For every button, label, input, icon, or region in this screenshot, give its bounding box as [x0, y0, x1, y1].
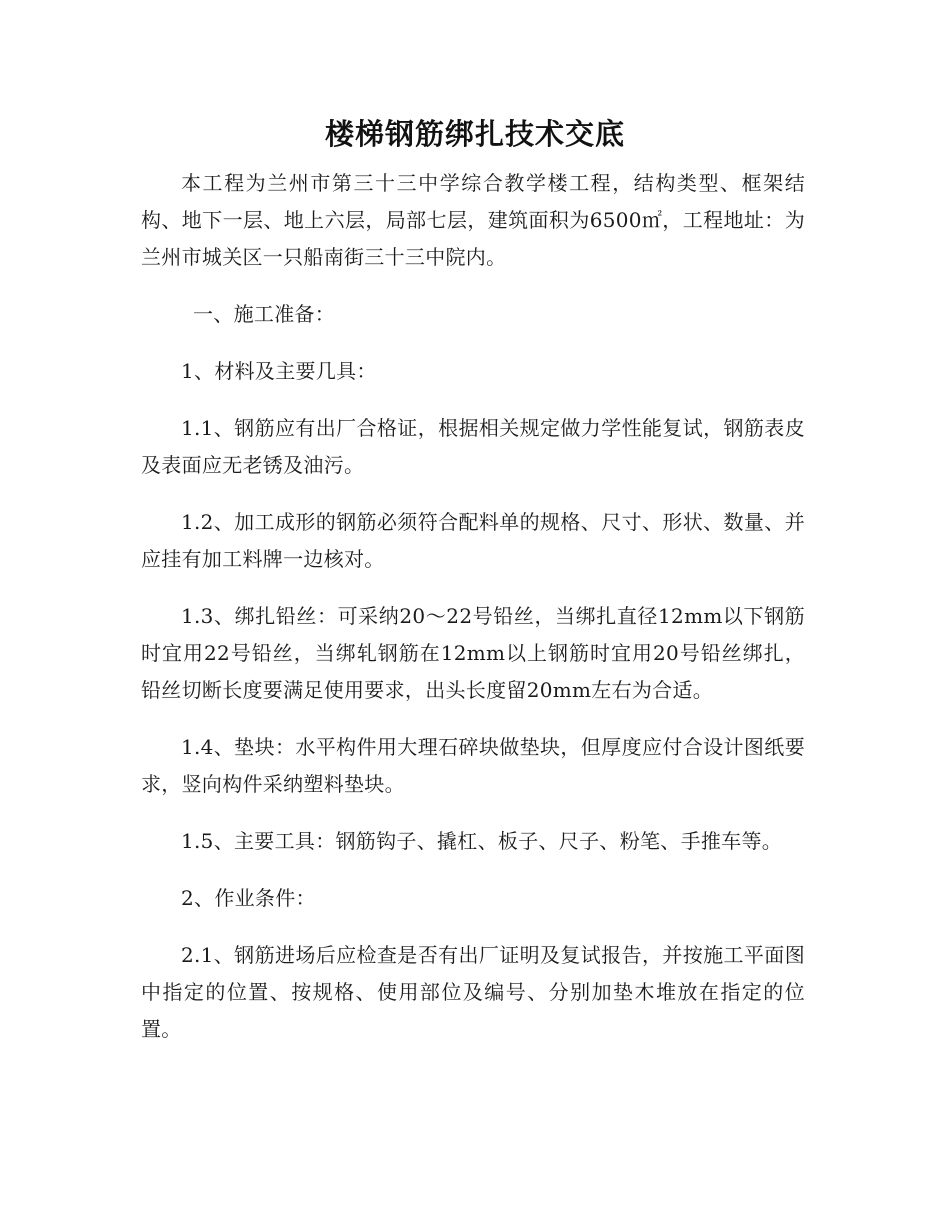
subsection-heading-conditions: 2、作业条件：: [181, 886, 316, 910]
paragraph-1-4: 1.4、垫块：水平构件用大理石碎块做垫块，但厚度应付合设计图纸要求，竖向构件采纳塑料垫块。: [141, 735, 805, 796]
paragraph-1-2: 1.2、加工成形的钢筋必须符合配料单的规格、尺寸、形状、数量、并应挂有加工料牌一边核对。: [141, 510, 805, 571]
paragraph-project-overview: 本工程为兰州市第三十三中学综合教学楼工程，结构类型、框架结构、地下一层、地上六层，局部七层，建筑面积为6500㎡，工程地址：为兰州市城关区一只船南街三十三中院内。: [141, 171, 805, 269]
subsection-heading-materials: 1、材料及主要几具：: [181, 359, 377, 383]
paragraph-1-1: 1.1、钢筋应有出厂合格证，根据相关规定做力学性能复试，钢筋表皮及表面应无老锈及油污。: [141, 416, 805, 477]
paragraph-2-1: 2.1、钢筋进场后应检查是否有出厂证明及复试报告，并按施工平面图中指定的位置、按规格、使用部位及编号、分别加垫木堆放在指定的位置。: [141, 943, 805, 1041]
document-title: 楼梯钢筋绑扎技术交底: [324, 117, 625, 151]
document-body: [141, 165, 805, 1048]
paragraph-1-5: 1.5、主要工具：钢筋钩子、撬杠、板子、尺子、粉笔、手推车等。: [181, 829, 783, 853]
paragraph-1-3: 1.3、绑扎铅丝：可采纳20～22号铅丝，当绑扎直径12mm以下钢筋时宜用22号铅丝，当绑轧钢筋在12mm以上钢筋时宜用20号铅丝绑扎，铅丝切断长度要满足使用要求，出头长度留20mm左右为合适。: [141, 604, 805, 702]
section-heading-preparation: 一、施工准备：: [193, 302, 336, 326]
